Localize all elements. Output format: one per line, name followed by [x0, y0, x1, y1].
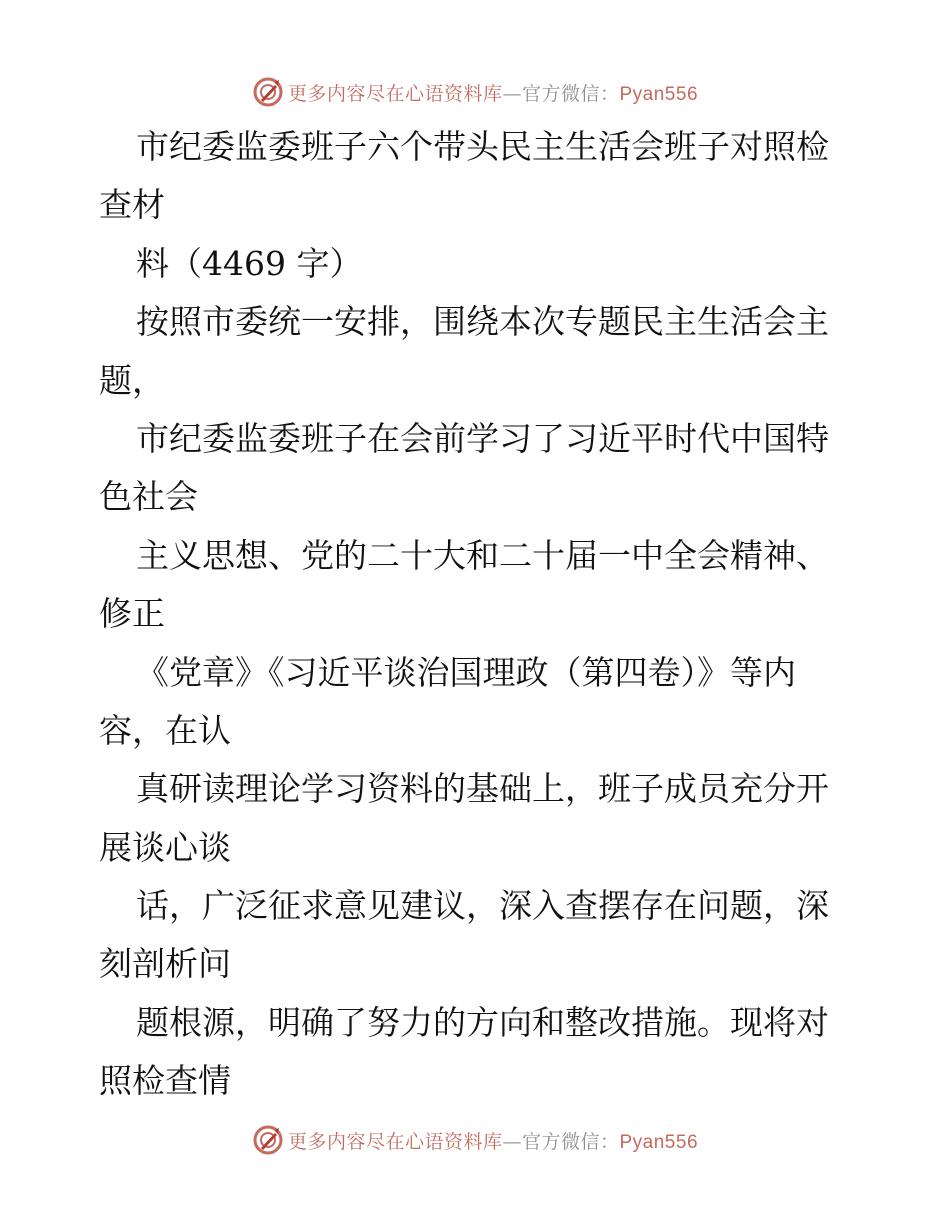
text-line: 话，广泛征求意见建议，深入查摆存在问题，深 [136, 886, 829, 926]
wechat-id: Pyan556 [619, 1131, 699, 1153]
text-line: 照检查情 [99, 1061, 231, 1101]
text-line: 真研读理论学习资料的基础上，班子成员充分开 [136, 769, 829, 809]
text-line: 刻剖析问 [99, 944, 231, 984]
text-line: 市纪委监委班子在会前学习了习近平时代中国特 [136, 418, 829, 458]
wechat-id: Pyan556 [619, 83, 699, 105]
text-line: 市纪委监委班子六个带头民主生活会班子对照检 [136, 127, 829, 166]
text-line: 按照市委统一安排，围绕本次专题民主生活会主 [136, 302, 829, 342]
official-wechat-label: 官方微信： [521, 1130, 620, 1153]
banner-text [288, 1127, 698, 1154]
quill-circle-logo-icon [252, 1124, 284, 1156]
text-line: 修正 [99, 594, 165, 634]
text-line: 题根源，明确了努力的方向和整改措施。现将对 [136, 1002, 829, 1042]
banner-dash: — [502, 1130, 522, 1153]
quill-circle-logo-icon [252, 76, 284, 108]
text-line: 查材 [99, 185, 165, 225]
site-name: 更多内容尽在心语资料库 [287, 1130, 503, 1153]
text-line: 容，在认 [99, 710, 231, 750]
banner-text [288, 79, 698, 106]
document-body [99, 118, 859, 1111]
header-banner [0, 72, 950, 112]
text-line: 展谈心谈 [99, 827, 231, 867]
text-line: 《党章》《习近平谈治国理政（第四卷）》等内 [136, 652, 796, 692]
text-line: 色社会 [99, 477, 198, 517]
text-line: 料（4469 字） [136, 243, 363, 283]
site-name: 更多内容尽在心语资料库 [287, 82, 503, 105]
text-line: 题， [99, 360, 165, 400]
footer-banner [0, 1120, 950, 1160]
banner-dash: — [502, 82, 522, 105]
text-line: 主义思想、党的二十大和二十届一中全会精神、 [136, 535, 829, 575]
official-wechat-label: 官方微信： [521, 82, 620, 105]
